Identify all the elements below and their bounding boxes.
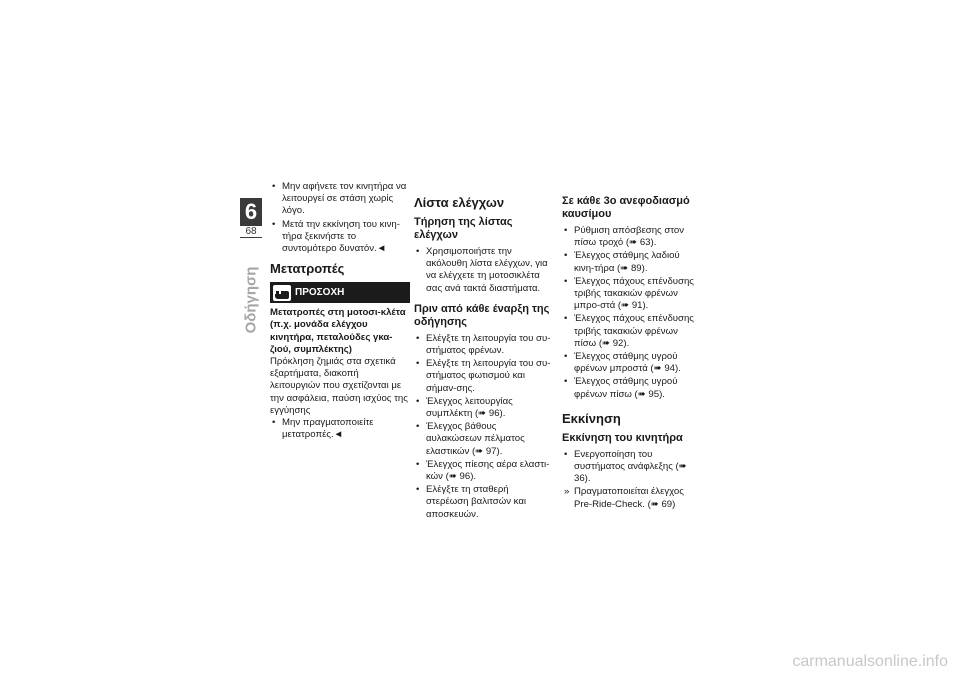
- list-item: • Έλεγχος στάθμης υγρού φρένων μπροστά (➠ 94).: [562, 351, 702, 375]
- list-item: • Έλεγχος στάθμης υγρού φρένων πίσω (➠ 95).: [562, 376, 702, 400]
- intro-list: [270, 181, 410, 255]
- engine-start-heading: Εκκίνηση του κινητήρα: [562, 431, 683, 444]
- column-2: [414, 181, 552, 522]
- warning-title: Μετατροπές στη μοτοσι-κλέτα (π.χ. μονάδα ελέγχου κινητήρα, πεταλούδες γκα-ζιού, συμπλέκτης): [270, 307, 406, 355]
- warning-list: [270, 417, 410, 441]
- list-item: • Έλεγχος στάθμης λαδιού κινη-τήρα (➠ 89).: [562, 250, 702, 274]
- engine-start-list: [562, 449, 702, 511]
- modifications-heading: Μετατροπές: [270, 261, 345, 277]
- list-item: • Έλεγχος λειτουργίας συμπλέκτη (➠ 96).: [414, 396, 552, 420]
- warning-text: Πρόκληση ζημιάς στα σχετικά εξαρτήματα, διακοπή λειτουργιών που σχετίζονται με την ασφάλεια, παύση ισχύος της εγγύησης: [270, 356, 408, 416]
- list-item: • Μην πραγματοποιείτε μετατροπές.◄: [270, 417, 410, 441]
- list-item: • Έλεγχος πάχους επένδυσης τριβής τακακιών φρένων μπρο-στά (➠ 91).: [562, 276, 702, 313]
- list-item: • Έλεγχος πάχους επένδυσης τριβής τακακιών φρένων πίσω (➠ 92).: [562, 313, 702, 350]
- refuel-list: [562, 225, 702, 401]
- checklist-heading: Λίστα ελέγχων: [414, 195, 505, 210]
- list-item: • Έλεγχος πίεσης αέρα ελαστι-κών (➠ 96).: [414, 459, 552, 483]
- list-item: • Έλεγχος βάθους αυλακώσεων πέλματος ελαστικών (➠ 97).: [414, 421, 552, 458]
- list-item: • Μετά την εκκίνηση του κινη-τήρα ξεκινήστε το συντομότερο δυνατόν.◄: [270, 219, 410, 256]
- checklist-subheading: Τήρηση της λίστας ελέγχων: [414, 216, 513, 241]
- warning-label: ΠΡΟΣΟΧΗ: [295, 286, 345, 298]
- warning-hand-icon: [273, 285, 291, 301]
- list-item: • Χρησιμοποιήστε την ακόλουθη λίστα ελέγχων, για να ελέγχετε τη μοτοσικλέτα σας ανά τακτά διαστήματα.: [414, 246, 552, 295]
- list-item: • Ρύθμιση απόσβεσης στον πίσω τροχό (➠ 63).: [562, 225, 702, 249]
- column-1: [270, 181, 410, 442]
- list-item: » Πραγματοποιείται έλεγχος Pre-Ride-Check. (➠ 69): [562, 486, 702, 510]
- warning-banner: [270, 282, 410, 303]
- checklist-intro-list: [414, 246, 552, 295]
- chapter-number: 6: [244, 199, 258, 224]
- section-title: Οδήγηση: [242, 266, 260, 334]
- list-item: • Ελέγξτε τη λειτουργία του συ-στήματος φρένων.: [414, 333, 552, 357]
- column-3: [562, 181, 702, 512]
- before-ride-heading: Πριν από κάθε έναρξη της οδήγησης: [414, 302, 550, 328]
- watermark: carmanualsonline.info: [792, 653, 948, 670]
- list-item: • Ενεργοποίηση του συστήματος ανάφλεξης (➠ 36).: [562, 449, 702, 486]
- list-item: • Ελέγξτε τη σταθερή στερέωση βαλιτσών και αποσκευών.: [414, 484, 552, 521]
- page-number: 68: [240, 226, 262, 237]
- refuel-heading: Σε κάθε 3ο ανεφοδιασμό καυσίμου: [562, 195, 690, 220]
- list-item: • Μην αφήνετε τον κινητήρα να λειτουργεί σε στάση χωρίς λόγο.: [270, 181, 410, 218]
- before-ride-list: [414, 333, 552, 521]
- start-heading: Εκκίνηση: [562, 410, 621, 426]
- list-item: • Ελέγξτε τη λειτουργία του συ-στήματος φωτισμού και σήμαν-σης.: [414, 358, 552, 395]
